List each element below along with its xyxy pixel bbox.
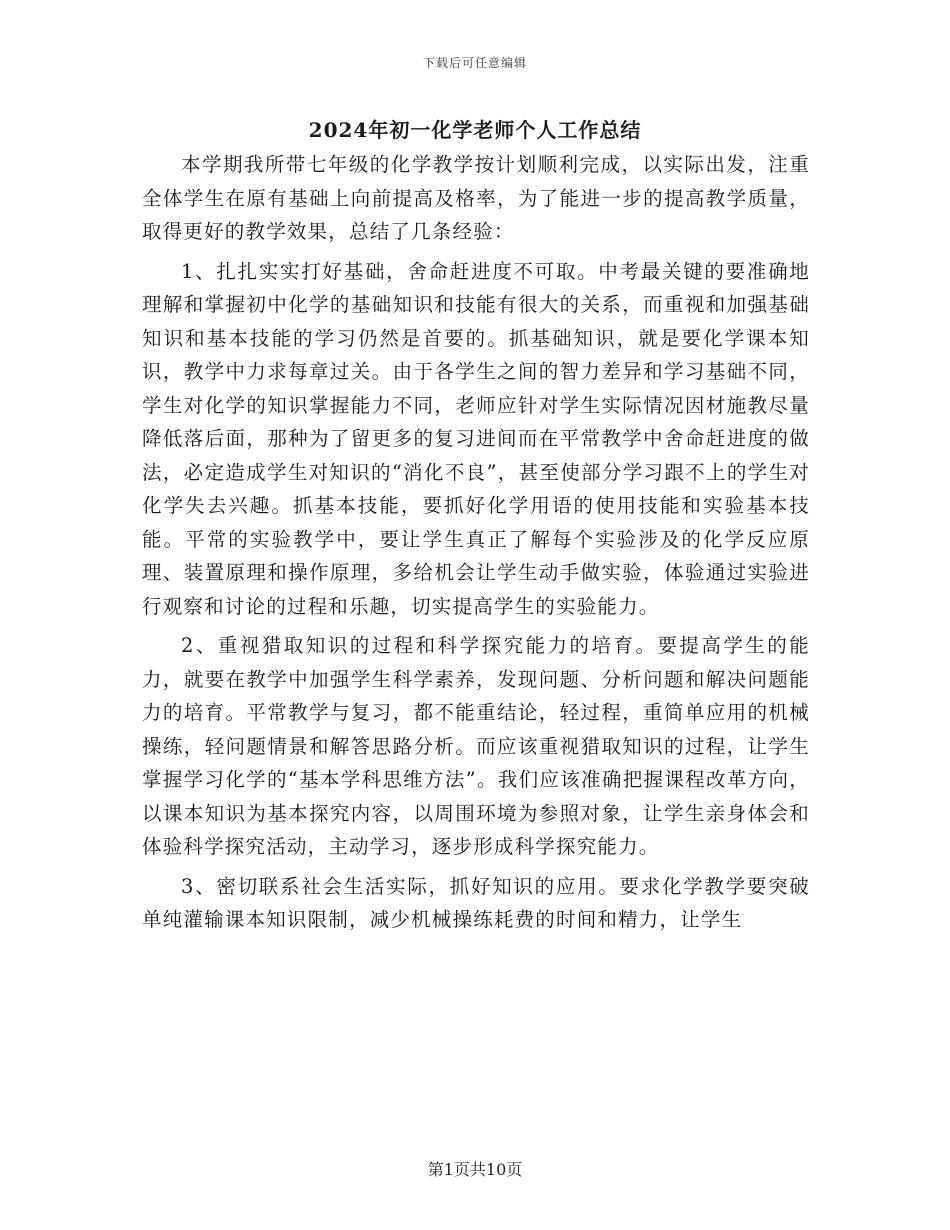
paragraph-point-1: 1、扎扎实实打好基础，舍命赶进度不可取。中考最关键的要准确地理解和掌握初中化学的基础知识和技能有很大的关系，而重视和加强基础知识和基本技能的学习仍然是首要的。抓基础知识，就是要化学课本知识，教学中力求每章过关。由于各学生之间的智力差异和学习基础不同，学生对化学的知识掌握能力不同，老师应针对学生实际情况因材施教尽量降低落后面，那种为了留更多的复习进间而在平常教学中舍命赶进度的做法，必定造成学生对知识的“消化不良”，甚至使部分学习跟不上的学生对化学失去兴趣。抓基本技能，要抓好化学用语的使用技能和实验基本技能。平常的实验教学中，要让学生真正了解每个实验涉及的化学反应原理、装置原理和操作原理，多给机会让学生动手做实验，体验通过实验进行观察和讨论的过程和乐趣，切实提高学生的实验能力。 (142, 259, 810, 618)
paragraph-point-3: 3、密切联系社会生活实际，抓好知识的应用。要求化学教学要突破单纯灌输课本知识限制，减少机械操练耗费的时间和精力，让学生 (142, 874, 810, 931)
page-number: 第1页共10页 (427, 1160, 523, 1179)
paragraph-intro: 本学期我所带七年级的化学教学按计划顺利完成，以实际出发，注重全体学生在原有基础上向前提高及格率，为了能进一步的提高教学质量，取得更好的教学效果，总结了几条经验： (142, 153, 810, 243)
header-note: 下载后可任意编辑 (422, 56, 527, 70)
paragraph-point-2: 2、重视猎取知识的过程和科学探究能力的培育。要提高学生的能力，就要在教学中加强学生科学素养，发现问题、分析问题和解决问题能力的培育。平常教学与复习，都不能重结论，轻过程，重简单应用的机械操练，轻问题情景和解答思路分析。而应该重视猎取知识的过程，让学生掌握学习化学的“基本学科思维方法”。我们应该准确把握课程改革方向，以课本知识为基本探究内容，以周围环境为参照对象，让学生亲身体会和体验科学探究活动，主动学习，逐步形成科学探究能力。 (142, 634, 810, 858)
document-body (142, 148, 810, 943)
document-title: 2024年初一化学老师个人工作总结 (308, 118, 642, 142)
